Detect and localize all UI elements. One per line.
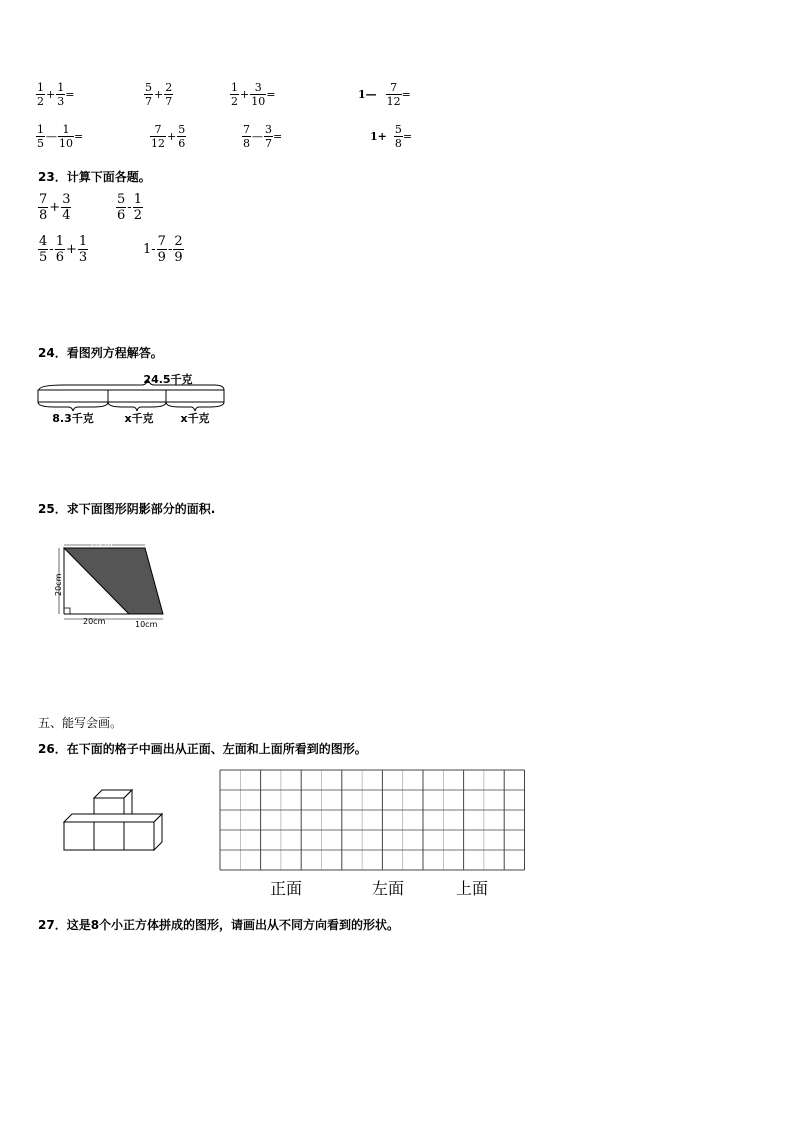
q24-brace-2: [108, 402, 166, 411]
question-27-title: 27．这是8个小正方体拼成的图形，请画出从不同方向看到的形状。: [38, 918, 400, 932]
q24-bar: [38, 390, 224, 402]
q26-bottom-cube-2: [94, 822, 124, 850]
q24-brace-3: [166, 402, 224, 411]
question-25-title: 25．求下面图形阴影部分的面积.: [38, 502, 216, 516]
q26-bottom-cube-1: [64, 822, 94, 850]
exercise-2-2: $\frac{7}{12}$ + $\frac{5}{6}$: [151, 123, 186, 150]
q23-expr-4: 1- $\frac{7}{9}$ - $\frac{2}{9}$: [143, 234, 183, 265]
exercise-1-4: 1— $\frac{7}{12}$ =: [358, 81, 411, 108]
q24-seg2-label: x千克: [124, 412, 154, 425]
question-26-title: 26．在下面的格子中画出从正面、左面和上面所看到的图形。: [38, 742, 367, 756]
question-24-title: 24．看图列方程解答。: [38, 346, 163, 360]
question-23-title: 23．计算下面各题。: [38, 170, 151, 184]
q26-bottom-row-top: [64, 814, 162, 822]
exercise-1-1: $\frac{1}{2}$ + $\frac{1}{3}$ =: [37, 81, 75, 108]
exercise-2-4: 1+ $\frac{5}{8}$ =: [370, 123, 413, 150]
q26-label-top: 上面: [456, 879, 489, 898]
q25-right-angle-mark: [64, 608, 70, 614]
q26-label-front: 正面: [270, 879, 303, 898]
q25-figure: [50, 534, 175, 632]
q23-expr-2: $\frac{5}{6}$ - $\frac{1}{2}$: [117, 192, 142, 223]
exercise-1-3: $\frac{1}{2}$ + $\frac{3}{10}$ =: [231, 81, 276, 108]
q26-drawing-grid[interactable]: [218, 768, 528, 874]
q26-cube-figure: [62, 784, 168, 854]
q26-bottom-cube-3: [124, 822, 154, 850]
exercise-2-1: $\frac{1}{5}$ — $\frac{1}{10}$ =: [37, 123, 84, 150]
q24-bar-diagram: [34, 366, 234, 428]
q24-total-label: 24.5千克: [143, 373, 193, 386]
q26-label-left: 左面: [372, 879, 405, 898]
exercise-1-2: $\frac{5}{7}$ + $\frac{2}{7}$: [145, 81, 173, 108]
exercise-2-3: $\frac{7}{8}$ — $\frac{3}{7}$ =: [243, 123, 283, 150]
section-5-heading: 五、能写会画。: [38, 716, 123, 730]
q25-shaded-area: [64, 548, 163, 614]
q25-bottom-label: 20cm: [83, 617, 106, 626]
q25-bottom-right-label: 10cm: [135, 620, 158, 629]
q24-seg1-label: 8.3千克: [52, 412, 94, 425]
q25-left-label: 20cm: [54, 573, 63, 596]
q25-top-label: 20cm: [90, 540, 113, 549]
q24-seg3-label: x千克: [180, 412, 210, 425]
q23-expr-1: $\frac{7}{8}$ + $\frac{3}{4}$: [39, 192, 71, 223]
q23-expr-3: $\frac{4}{5}$ - $\frac{1}{6}$ + $\frac{1}{3}$: [39, 234, 88, 265]
q24-top-brace: [39, 380, 224, 390]
q24-brace-1: [38, 402, 108, 411]
